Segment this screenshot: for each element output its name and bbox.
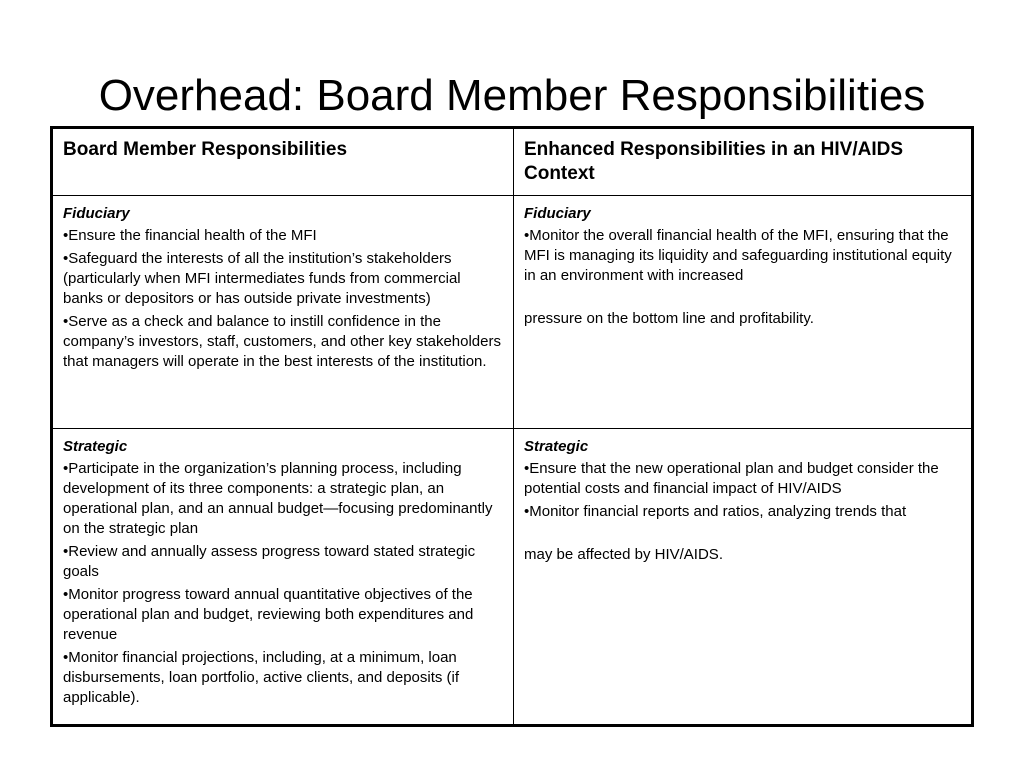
section-heading-strategic: Strategic bbox=[63, 438, 128, 455]
header-enhanced-responsibilities: Enhanced Responsibilities in an HIV/AIDS Context bbox=[524, 139, 904, 184]
list-item: •Ensure that the new operational plan and budget consider the potential costs and financial impact of HIV/AIDS bbox=[524, 460, 939, 497]
list-item: •Ensure the financial health of the MFI bbox=[63, 227, 317, 244]
header-cell-board-member bbox=[53, 129, 514, 195]
table-row-strategic bbox=[53, 429, 971, 724]
responsibilities-table bbox=[50, 126, 974, 727]
section-heading-strategic: Strategic bbox=[524, 438, 589, 455]
header-cell-enhanced bbox=[514, 129, 971, 195]
cell-fiduciary-enhanced bbox=[514, 196, 971, 428]
list-item: •Participate in the organization’s planning process, including development of its three components: a strategic plan, an operational plan, and an annual budget—focusing predominantly on the strategic plan bbox=[63, 460, 493, 537]
list-item: •Safeguard the interests of all the institution’s stakeholders (particularly when MFI intermediates funds from commercial banks or depositors or has outside private investments) bbox=[63, 250, 461, 307]
list-item-continuation: pressure on the bottom line and profitability. bbox=[524, 310, 814, 327]
cell-strategic-board bbox=[53, 429, 514, 724]
cell-fiduciary-board bbox=[53, 196, 514, 428]
list-item: •Monitor financial reports and ratios, analyzing trends that bbox=[524, 503, 907, 520]
table-row-fiduciary bbox=[53, 196, 971, 429]
list-item: •Serve as a check and balance to instill confidence in the company’s investors, staff, customers, and other key stakeholders that managers will operate in the best interests of the institution. bbox=[63, 313, 501, 370]
table-header-row bbox=[53, 129, 971, 196]
slide-title: Overhead: Board Member Responsibilities bbox=[98, 71, 926, 120]
section-heading-fiduciary: Fiduciary bbox=[63, 205, 130, 222]
list-item: •Review and annually assess progress toward stated strategic goals bbox=[63, 543, 476, 580]
list-item: •Monitor financial projections, including, at a minimum, loan disbursements, loan portfolio, active clients, and deposits (if applicable). bbox=[63, 649, 460, 706]
list-item: •Monitor progress toward annual quantitative objectives of the operational plan and budget, reviewing both expenditures and revenue bbox=[63, 586, 474, 643]
cell-strategic-enhanced bbox=[514, 429, 971, 724]
header-board-member-responsibilities: Board Member Responsibilities bbox=[63, 139, 348, 160]
list-item: •Monitor the overall financial health of the MFI, ensuring that the MFI is managing its liquidity and safeguarding institutional equity in an environment with increased bbox=[524, 227, 952, 284]
section-heading-fiduciary: Fiduciary bbox=[524, 205, 591, 222]
list-item-continuation: may be affected by HIV/AIDS. bbox=[524, 546, 723, 563]
